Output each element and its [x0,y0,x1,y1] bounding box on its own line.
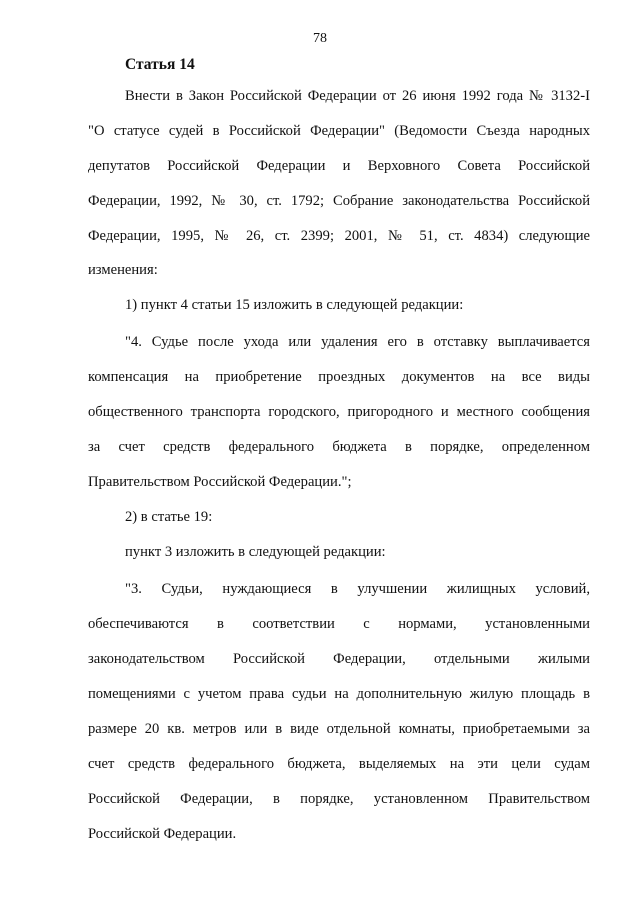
text-line: Федерации, 1995, № 26, ст. 2399; 2001, № 51, ст. 4834) следующие [88,228,590,244]
text-line: Внести в Закон Российской Федерации от 26 июня 1992 года № 3132-I [125,88,590,104]
text-line: изменения: [88,262,158,278]
text-line: законодательством Российской Федерации, отдельными жилыми [88,651,590,667]
text-line: Российской Федерации. [88,826,237,842]
page-number: 78 [313,31,327,46]
text-line: пункт 3 изложить в следующей редакции: [125,544,386,560]
text-line: компенсация на приобретение проездных документов на все виды [88,369,590,385]
text-line: "3. Судьи, нуждающиеся в улучшении жилищных условий, [125,581,590,597]
text-line: Федерации, 1992, № 30, ст. 1792; Собрание законодательства Российской [88,193,590,209]
text-line: за счет средств федерального бюджета в порядке, определенном [88,439,590,455]
text-line: 1) пункт 4 статьи 15 изложить в следующей редакции: [125,297,464,313]
text-line: "О статусе судей в Российской Федерации" (Ведомости Съезда народных [88,123,590,139]
text-line: размере 20 кв. метров или в виде отдельной комнаты, приобретаемыми за [88,721,590,737]
text-line: помещениями с учетом права судьи на дополнительную жилую площадь в [88,686,590,702]
text-line: общественного транспорта городского, пригородного и местного сообщения [88,404,590,420]
article-heading: Статья 14 [125,56,195,73]
text-line: Правительством Российской Федерации."; [88,474,352,490]
text-line: счет средств федерального бюджета, выделяемых на эти цели судам [88,756,590,772]
text-line: Российской Федерации, в порядке, установленном Правительством [88,791,590,807]
text-line: 2) в статье 19: [125,509,213,525]
text-line: депутатов Российской Федерации и Верховного Совета Российской [88,158,590,174]
text-line: обеспечиваются в соответствии с нормами, установленными [88,616,590,632]
text-line: "4. Судье после ухода или удаления его в отставку выплачивается [125,334,590,350]
